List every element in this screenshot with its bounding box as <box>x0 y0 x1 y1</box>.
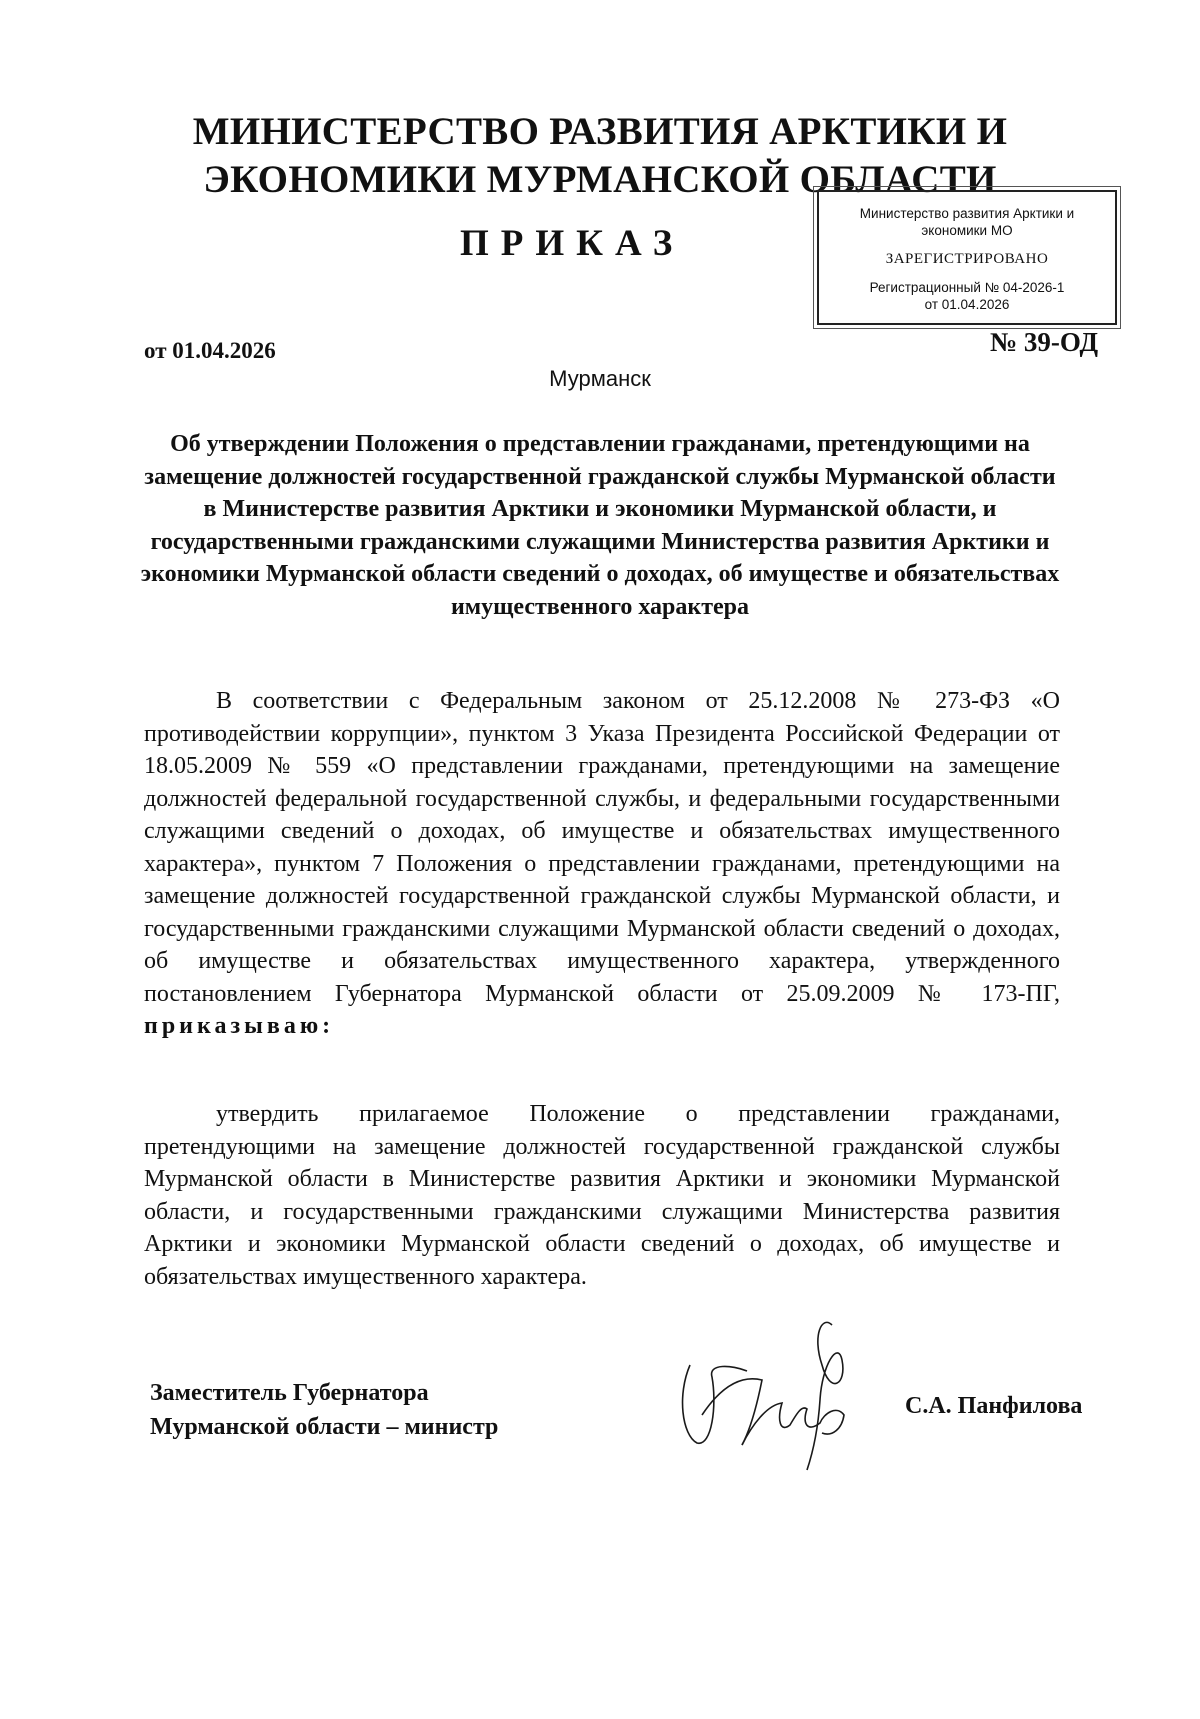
ministry-heading-line2: ЭКОНОМИКИ МУРМАНСКОЙ ОБЛАСТИ <box>203 158 997 201</box>
order-word: приказываю: <box>144 1013 335 1039</box>
stamp-organization: Министерство развития Арктики и экономики МО <box>859 206 1075 238</box>
order-date: от 01.04.2026 <box>144 338 276 363</box>
preamble-paragraph <box>144 685 1060 1043</box>
order-city: Мурманск <box>549 366 651 391</box>
stamp-status: ЗАРЕГИСТРИРОВАНО <box>885 251 1049 267</box>
resolution-paragraph: утвердить прилагаемое Положение о представлении гражданами, претендующими на замещение должностей государственной гражданской службы Мурманской области в Министерстве развития Арктики и экономики Мурманской области, и государственными гражданскими служащими Министерства развития Арктики и экономики Мурманской области сведений о доходах, об имуществе и обязательствах имущественного характера. <box>144 1101 1060 1290</box>
signer-position-line2: Мурманской области – министр <box>150 1414 499 1440</box>
signer-position <box>150 1376 498 1444</box>
signee-name: С.А. Панфилова <box>905 1393 1083 1419</box>
handwritten-signature <box>672 1305 892 1475</box>
ministry-heading-line1: МИНИСТЕРСТВО РАЗВИТИЯ АРКТИКИ И <box>192 110 1008 153</box>
order-title: ПРИКАЗ <box>460 223 685 264</box>
preamble-text: В соответствии с Федеральным законом от 25.12.2008 № 273-ФЗ «О противодействии коррупции», пунктом 3 Указа Президента Российской Федерации от 18.05.2009 № 559 «О представлении гражданами, претендующими на замещение должностей федеральной государственной службы, и федеральными государственными служащими сведений о доходах, об имуществе и обязательствах имущественного характера», пунктом 7 Положения о представлении гражданами, претендующими на замещение должностей государственной гражданской службы Мурманской области, и государственными гражданскими служащими Мурманской области сведений о доходах, об имуществе и обязательствах имущественного характера, утвержденного постановлением Губернатора Мурманской области от 25.09.2009 № 173-ПГ, <box>144 688 1060 1007</box>
signer-position-line1: Заместитель Губернатора <box>150 1380 429 1406</box>
order-number: № 39-ОД <box>990 327 1099 357</box>
order-subject: Об утверждении Положения о представлении гражданами, претендующими на замещение должностей государственной гражданской службы Мурманской области в Министерстве развития Арктики и экономики Мурманской области, и государственными гражданскими служащими Министерства развития Арктики и экономики Мурманской области сведений о доходах, об имуществе и обязательствах имущественного характера <box>140 431 1060 620</box>
registration-stamp <box>817 190 1117 325</box>
stamp-reg-date: от 01.04.2026 <box>924 297 1010 312</box>
stamp-reg-number: Регистрационный № 04-2026-1 <box>869 280 1065 295</box>
